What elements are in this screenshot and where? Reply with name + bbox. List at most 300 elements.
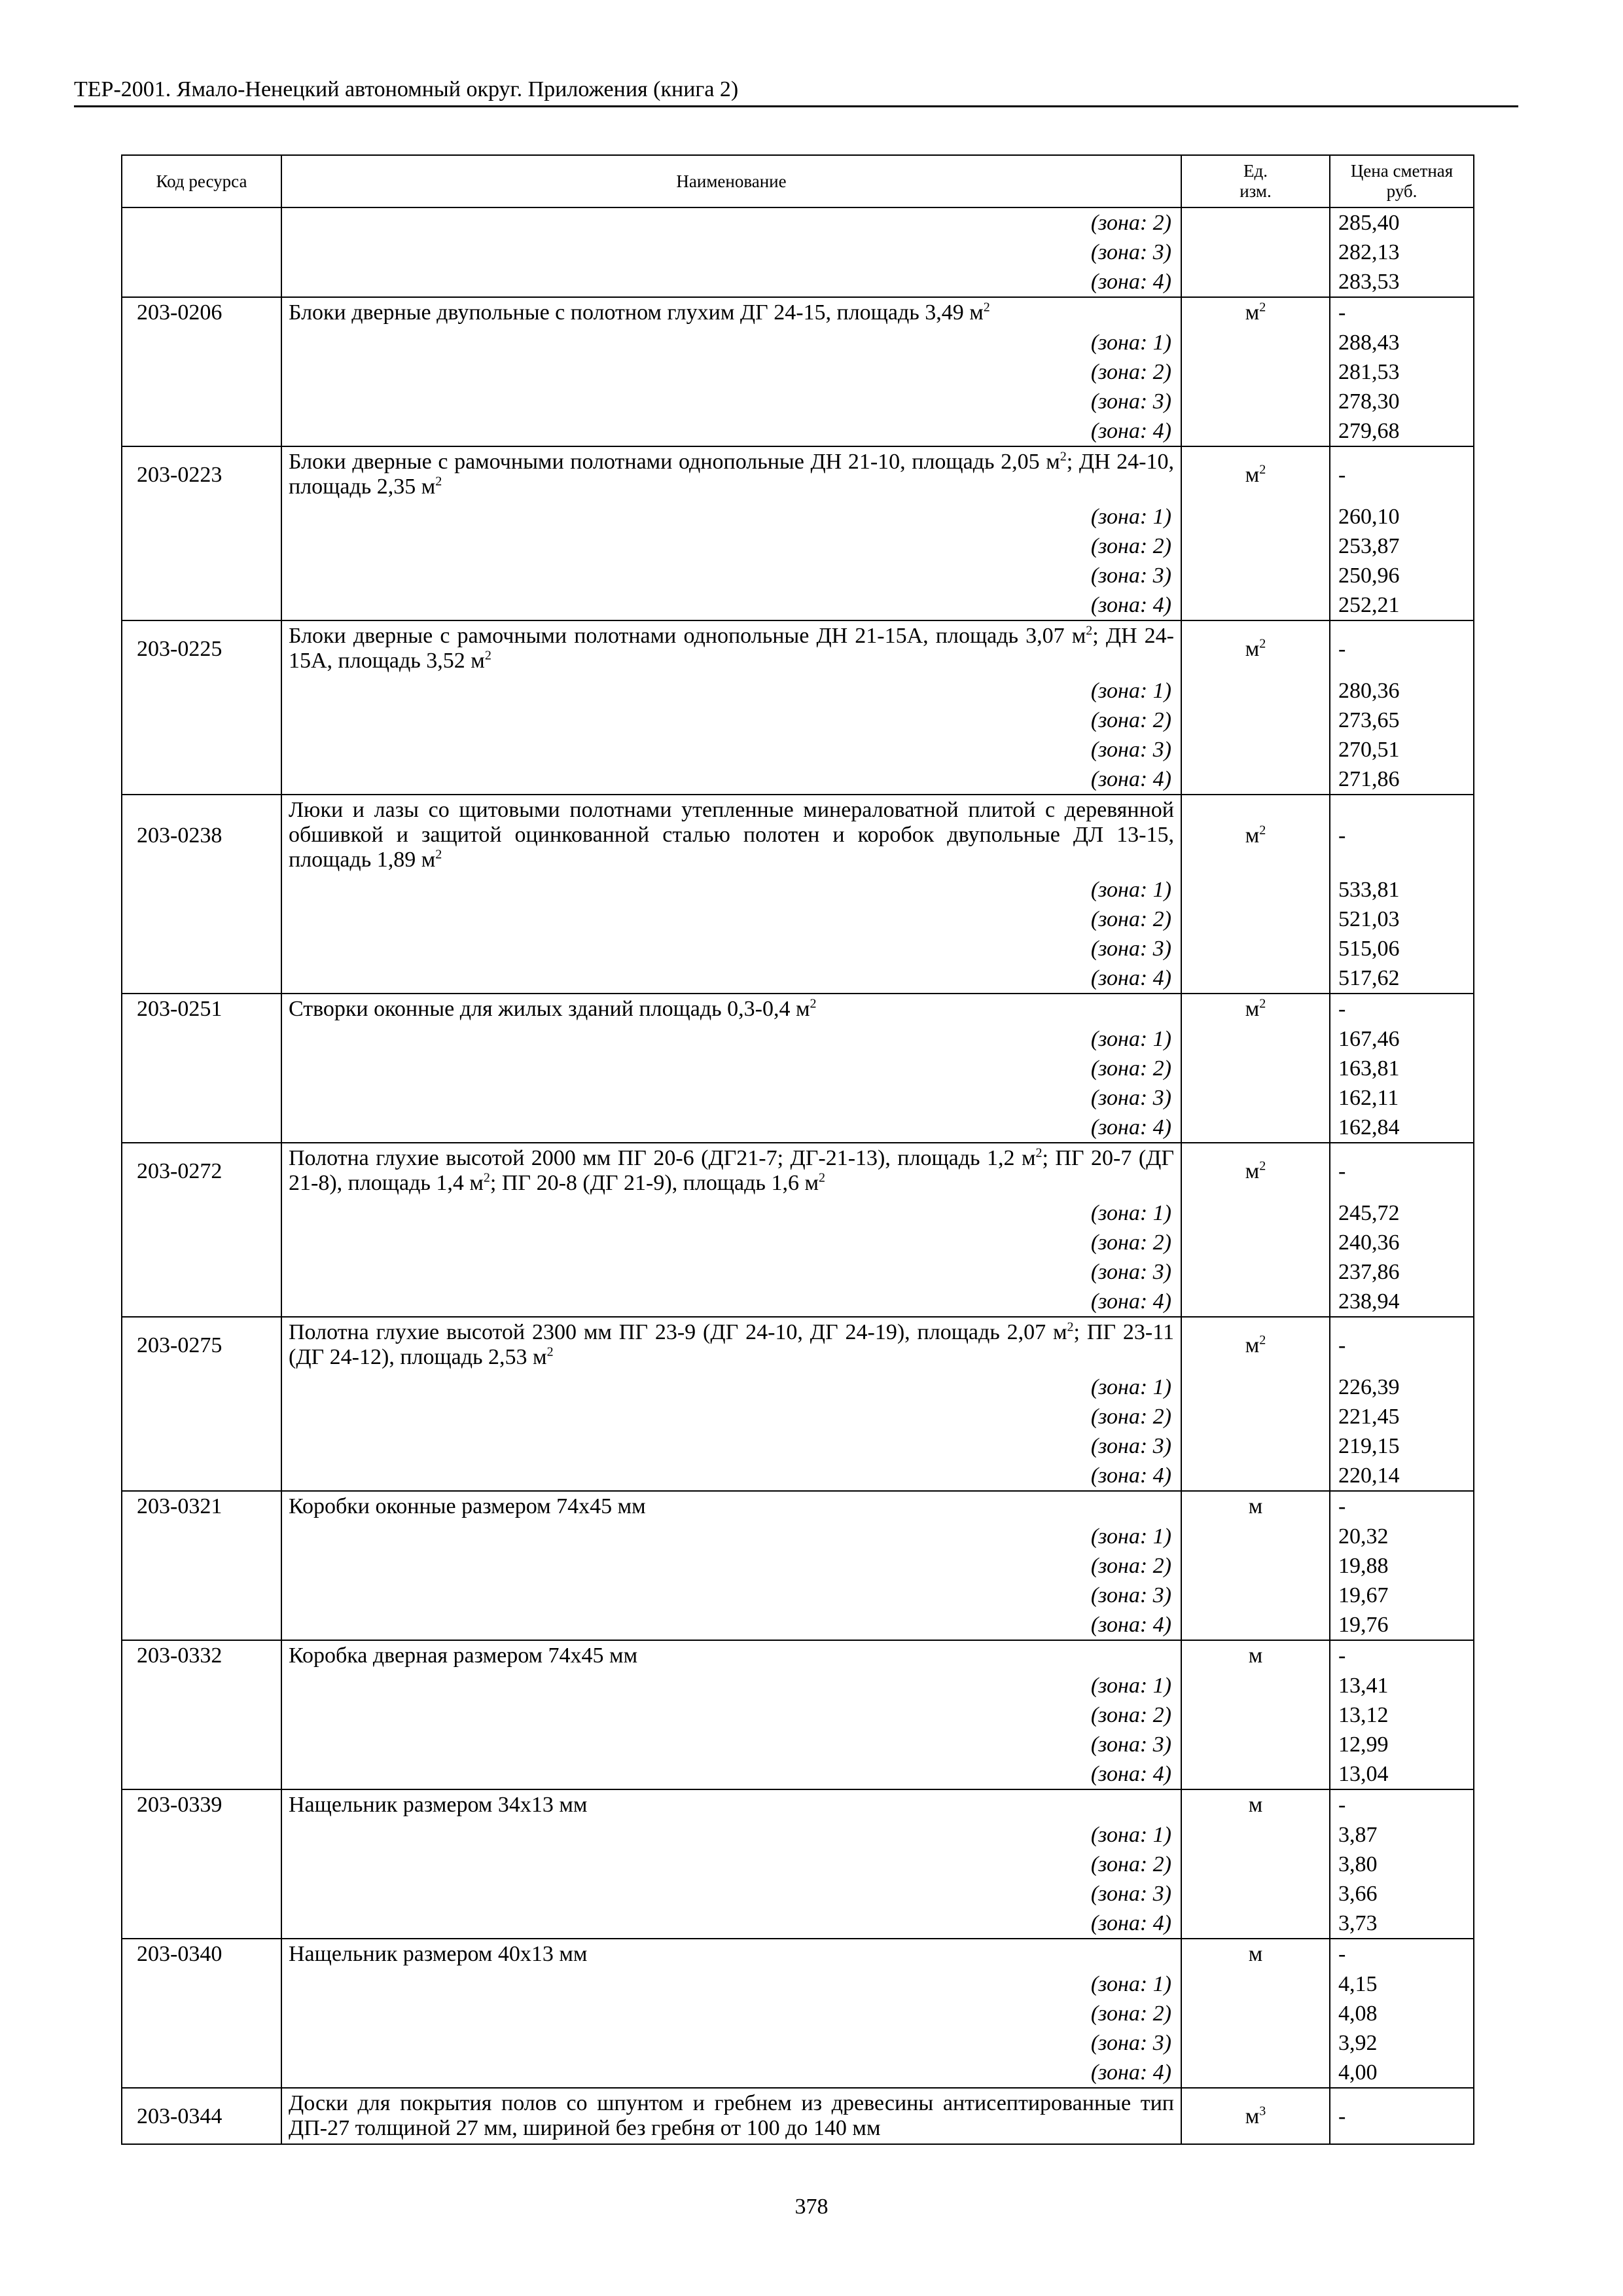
zone-price: 19,67 — [1330, 1581, 1474, 1610]
code-cell-empty — [122, 1999, 281, 2028]
zone-price: 3,66 — [1330, 1879, 1474, 1909]
unit-cell-empty — [1181, 905, 1330, 934]
resource-row — [122, 1317, 1474, 1372]
resource-code: 203-0344 — [122, 2088, 281, 2144]
zone-label: (зона: 3) — [281, 561, 1181, 590]
zone-label: (зона: 3) — [281, 238, 1181, 267]
column-header-unit-line2: изм. — [1240, 181, 1272, 201]
zone-row — [122, 735, 1474, 764]
unit-text: м — [1245, 997, 1260, 1021]
zone-price: 252,21 — [1330, 590, 1474, 620]
zone-row — [122, 963, 1474, 994]
name-superscript: 2 — [435, 847, 442, 862]
name-superscript: 2 — [1035, 1145, 1043, 1160]
resource-unit — [1181, 620, 1330, 676]
resource-group — [122, 620, 1474, 795]
zone-label: (зона: 4) — [281, 416, 1181, 446]
resource-group — [122, 1143, 1474, 1317]
resource-name — [281, 1789, 1181, 1820]
zone-row — [122, 1083, 1474, 1113]
column-header-price — [1330, 155, 1474, 207]
code-cell-empty — [122, 1969, 281, 1999]
code-cell-empty — [122, 1909, 281, 1939]
zone-label: (зона: 4) — [281, 1909, 1181, 1939]
zone-row — [122, 1461, 1474, 1491]
resource-price: - — [1330, 1317, 1474, 1372]
unit-cell-empty — [1181, 1113, 1330, 1143]
name-text: Нащельник размером 40х13 мм — [289, 1942, 588, 1966]
zone-label: (зона: 1) — [281, 676, 1181, 706]
code-cell-empty — [122, 1402, 281, 1431]
code-cell-empty — [122, 1113, 281, 1143]
name-superscript: 2 — [1086, 623, 1093, 638]
resource-unit — [1181, 446, 1330, 502]
zone-price: 4,00 — [1330, 2058, 1474, 2088]
resource-group — [122, 1789, 1474, 1939]
resource-group — [122, 1939, 1474, 2088]
name-text: Блоки дверные с рамочными полотнами однопольные ДН 21-10, площадь 2,05 м — [289, 450, 1060, 474]
zone-label: (зона: 1) — [281, 1522, 1181, 1551]
resource-unit — [1181, 1491, 1330, 1522]
name-superscript: 2 — [818, 1170, 825, 1185]
name-text: Полотна глухие высотой 2300 мм ПГ 23-9 (ДГ 24-10, ДГ 24-19), площадь 2,07 м — [289, 1320, 1067, 1344]
zone-price: 283,53 — [1330, 267, 1474, 297]
unit-cell-empty — [1181, 590, 1330, 620]
name-text: Коробка дверная размером 74х45 мм — [289, 1643, 638, 1668]
zone-price: 4,08 — [1330, 1999, 1474, 2028]
unit-cell-empty — [1181, 2058, 1330, 2088]
resource-row — [122, 446, 1474, 502]
code-cell-empty — [122, 1522, 281, 1551]
zone-label: (зона: 1) — [281, 1969, 1181, 1999]
zone-price: 521,03 — [1330, 905, 1474, 934]
zone-row — [122, 2058, 1474, 2088]
unit-text: м — [1245, 462, 1260, 487]
zone-label: (зона: 2) — [281, 1054, 1181, 1083]
unit-cell-empty — [1181, 502, 1330, 531]
zone-row — [122, 328, 1474, 357]
unit-cell-empty — [1181, 267, 1330, 297]
code-cell-empty — [122, 1581, 281, 1610]
zone-label: (зона: 3) — [281, 1257, 1181, 1287]
zone-row — [122, 1054, 1474, 1083]
resource-group — [122, 795, 1474, 994]
code-cell-empty — [122, 1431, 281, 1461]
zone-row — [122, 905, 1474, 934]
zone-row — [122, 1850, 1474, 1879]
zone-row — [122, 1113, 1474, 1143]
code-cell-empty — [122, 1671, 281, 1700]
unit-cell-empty — [1181, 764, 1330, 795]
unit-cell-empty — [1181, 1759, 1330, 1789]
code-cell-empty — [122, 531, 281, 561]
resource-group — [122, 1640, 1474, 1789]
zone-label: (зона: 3) — [281, 1879, 1181, 1909]
resource-name — [281, 1317, 1181, 1372]
unit-text: м — [1245, 823, 1260, 848]
unit-cell-empty — [1181, 1700, 1330, 1730]
name-superscript: 2 — [810, 996, 817, 1011]
zone-label: (зона: 4) — [281, 1461, 1181, 1491]
zone-row — [122, 1671, 1474, 1700]
resource-price: - — [1330, 1939, 1474, 1969]
unit-cell-empty — [1181, 963, 1330, 994]
resource-code: 203-0321 — [122, 1491, 281, 1522]
zone-row — [122, 1257, 1474, 1287]
zone-row — [122, 531, 1474, 561]
code-cell-empty — [122, 1461, 281, 1491]
zone-price: 19,88 — [1330, 1551, 1474, 1581]
code-cell-empty — [122, 502, 281, 531]
zone-label: (зона: 1) — [281, 502, 1181, 531]
zone-row — [122, 934, 1474, 963]
zone-row — [122, 1372, 1474, 1402]
zone-label: (зона: 1) — [281, 328, 1181, 357]
code-cell-empty — [122, 1083, 281, 1113]
column-header-price-line2: руб. — [1386, 181, 1418, 201]
resource-group — [122, 1317, 1474, 1491]
zone-price: 219,15 — [1330, 1431, 1474, 1461]
unit-cell-empty — [1181, 1287, 1330, 1317]
zone-row — [122, 1820, 1474, 1850]
zone-label: (зона: 2) — [281, 207, 1181, 238]
resource-name — [281, 994, 1181, 1024]
zone-label: (зона: 3) — [281, 1730, 1181, 1759]
resource-code: 203-0206 — [122, 297, 281, 328]
unit-text: м — [1245, 1333, 1260, 1357]
unit-superscript: 2 — [1259, 1158, 1266, 1174]
unit-cell-empty — [1181, 1820, 1330, 1850]
zone-label: (зона: 4) — [281, 1759, 1181, 1789]
code-cell-empty — [122, 1228, 281, 1257]
zone-price: 270,51 — [1330, 735, 1474, 764]
name-superscript: 2 — [1060, 449, 1067, 464]
zone-row — [122, 764, 1474, 795]
zone-row — [122, 706, 1474, 735]
unit-cell-empty — [1181, 1522, 1330, 1551]
code-cell-empty — [122, 387, 281, 416]
code-cell-empty — [122, 561, 281, 590]
unit-cell-empty — [1181, 1431, 1330, 1461]
zone-label: (зона: 2) — [281, 1850, 1181, 1879]
name-text: ; ПГ 23-11 (ДГ 24-12), площадь 2,53 м — [289, 1320, 1174, 1369]
zone-price: 533,81 — [1330, 875, 1474, 905]
resource-row — [122, 2088, 1474, 2144]
unit-superscript: 2 — [1259, 996, 1266, 1011]
resource-unit — [1181, 297, 1330, 328]
resource-row — [122, 297, 1474, 328]
name-text: Блоки дверные с рамочными полотнами однопольные ДН 21-15А, площадь 3,07 м — [289, 624, 1086, 648]
resource-price: - — [1330, 1143, 1474, 1198]
zone-label: (зона: 3) — [281, 387, 1181, 416]
unit-text: м — [1245, 1158, 1260, 1183]
code-cell-empty — [122, 1551, 281, 1581]
zone-row — [122, 502, 1474, 531]
unit-cell-empty — [1181, 1083, 1330, 1113]
code-cell-empty — [122, 1372, 281, 1402]
unit-cell-empty — [1181, 1054, 1330, 1083]
zone-price: 285,40 — [1330, 207, 1474, 238]
zone-price: 4,15 — [1330, 1969, 1474, 1999]
unit-cell-empty — [1181, 1610, 1330, 1640]
zone-label: (зона: 1) — [281, 1372, 1181, 1402]
resource-unit — [1181, 795, 1330, 875]
resource-unit — [1181, 1939, 1330, 1969]
code-cell-empty — [122, 207, 281, 238]
zone-price: 162,84 — [1330, 1113, 1474, 1143]
zone-price: 226,39 — [1330, 1372, 1474, 1402]
code-cell-empty — [122, 238, 281, 267]
zone-row — [122, 1024, 1474, 1054]
zone-label: (зона: 4) — [281, 1113, 1181, 1143]
resource-row — [122, 1640, 1474, 1671]
resource-code: 203-0251 — [122, 994, 281, 1024]
unit-cell-empty — [1181, 238, 1330, 267]
zone-label: (зона: 1) — [281, 1024, 1181, 1054]
resource-name — [281, 620, 1181, 676]
unit-cell-empty — [1181, 416, 1330, 446]
unit-cell-empty — [1181, 561, 1330, 590]
zone-label: (зона: 4) — [281, 590, 1181, 620]
zone-price: 167,46 — [1330, 1024, 1474, 1054]
unit-cell-empty — [1181, 934, 1330, 963]
column-header-unit — [1181, 155, 1330, 207]
page-number: 378 — [794, 2195, 829, 2219]
resource-code: 203-0339 — [122, 1789, 281, 1820]
unit-superscript: 2 — [1259, 636, 1266, 651]
column-header-code: Код ресурса — [122, 155, 281, 207]
zone-row — [122, 1879, 1474, 1909]
code-cell-empty — [122, 676, 281, 706]
unit-cell-empty — [1181, 207, 1330, 238]
unit-text: м — [1248, 1793, 1263, 1817]
resource-price: - — [1330, 1491, 1474, 1522]
zone-row — [122, 1198, 1474, 1228]
unit-cell-empty — [1181, 1372, 1330, 1402]
zone-price: 517,62 — [1330, 963, 1474, 994]
unit-text: м — [1245, 300, 1260, 325]
zone-price: 245,72 — [1330, 1198, 1474, 1228]
resource-price: - — [1330, 620, 1474, 676]
zone-row — [122, 1759, 1474, 1789]
unit-text: м — [1245, 636, 1260, 661]
zone-row — [122, 1228, 1474, 1257]
zone-label: (зона: 2) — [281, 357, 1181, 387]
unit-superscript: 2 — [1259, 300, 1266, 315]
zone-label: (зона: 3) — [281, 1581, 1181, 1610]
zone-row — [122, 561, 1474, 590]
price-table — [121, 154, 1474, 2145]
code-cell-empty — [122, 328, 281, 357]
zone-label: (зона: 2) — [281, 1228, 1181, 1257]
resource-row — [122, 1143, 1474, 1198]
code-cell-empty — [122, 1287, 281, 1317]
zone-price: 281,53 — [1330, 357, 1474, 387]
name-superscript: 2 — [435, 474, 442, 489]
zone-row — [122, 1999, 1474, 2028]
resource-unit — [1181, 1143, 1330, 1198]
resource-name — [281, 1640, 1181, 1671]
zone-label: (зона: 2) — [281, 1551, 1181, 1581]
code-cell-empty — [122, 1700, 281, 1730]
unit-cell-empty — [1181, 387, 1330, 416]
unit-cell-empty — [1181, 875, 1330, 905]
column-header-name: Наименование — [281, 155, 1181, 207]
unit-cell-empty — [1181, 328, 1330, 357]
unit-cell-empty — [1181, 1228, 1330, 1257]
name-text: ; ДН 24-15А, площадь 3,52 м — [289, 624, 1174, 673]
zone-row — [122, 267, 1474, 297]
zone-price: 3,73 — [1330, 1909, 1474, 1939]
code-cell-empty — [122, 735, 281, 764]
zone-label: (зона: 4) — [281, 1287, 1181, 1317]
name-text: Коробки оконные размером 74х45 мм — [289, 1494, 646, 1518]
unit-superscript: 2 — [1259, 1333, 1266, 1348]
zone-label: (зона: 1) — [281, 1671, 1181, 1700]
code-cell-empty — [122, 1759, 281, 1789]
code-cell-empty — [122, 764, 281, 795]
zone-label: (зона: 4) — [281, 963, 1181, 994]
zone-price: 238,94 — [1330, 1287, 1474, 1317]
name-text: ; ПГ 20-8 (ДГ 21-9), площадь 1,6 м — [490, 1171, 819, 1195]
unit-superscript: 2 — [1259, 823, 1266, 838]
unit-text: м — [1245, 2104, 1260, 2128]
zone-label: (зона: 1) — [281, 1820, 1181, 1850]
name-superscript: 2 — [546, 1344, 554, 1359]
unit-cell-empty — [1181, 1402, 1330, 1431]
code-cell-empty — [122, 267, 281, 297]
resource-unit — [1181, 1640, 1330, 1671]
unit-cell-empty — [1181, 1551, 1330, 1581]
zone-label: (зона: 4) — [281, 2058, 1181, 2088]
unit-cell-empty — [1181, 357, 1330, 387]
zone-label: (зона: 3) — [281, 1083, 1181, 1113]
unit-text: м — [1248, 1643, 1263, 1668]
zone-price: 279,68 — [1330, 416, 1474, 446]
unit-cell-empty — [1181, 2028, 1330, 2058]
resource-code: 203-0275 — [122, 1317, 281, 1372]
code-cell-empty — [122, 1610, 281, 1640]
resource-unit — [1181, 1789, 1330, 1820]
column-header-price-line1: Цена сметная — [1350, 161, 1454, 181]
resource-row — [122, 1939, 1474, 1969]
unit-cell-empty — [1181, 676, 1330, 706]
code-cell-empty — [122, 416, 281, 446]
resource-code: 203-0272 — [122, 1143, 281, 1198]
unit-superscript: 2 — [1259, 462, 1266, 477]
unit-cell-empty — [1181, 1850, 1330, 1879]
zone-row — [122, 1610, 1474, 1640]
zone-row — [122, 1730, 1474, 1759]
resource-price: - — [1330, 446, 1474, 502]
zone-price: 273,65 — [1330, 706, 1474, 735]
code-cell-empty — [122, 1054, 281, 1083]
zone-price: 515,06 — [1330, 934, 1474, 963]
zone-label: (зона: 3) — [281, 2028, 1181, 2058]
unit-cell-empty — [1181, 1461, 1330, 1491]
zone-row — [122, 1522, 1474, 1551]
unit-cell-empty — [1181, 1671, 1330, 1700]
resource-code: 203-0225 — [122, 620, 281, 676]
code-cell-empty — [122, 1820, 281, 1850]
name-text: ; ПГ 20-7 (ДГ 21-8), площадь 1,4 м — [289, 1146, 1174, 1195]
code-cell-empty — [122, 1879, 281, 1909]
unit-cell-empty — [1181, 531, 1330, 561]
code-cell-empty — [122, 1730, 281, 1759]
resource-row — [122, 620, 1474, 676]
unit-cell-empty — [1181, 1999, 1330, 2028]
zone-label: (зона: 3) — [281, 735, 1181, 764]
name-text: Нащельник размером 34х13 мм — [289, 1793, 588, 1817]
name-text: Люки и лазы со щитовыми полотнами утепленные минераловатной плитой с деревянной обшивкой и защитой оцинкованной сталью полотен и коробок двупольные ДЛ 13-15, площадь 1,89 м — [289, 798, 1174, 872]
resource-price: - — [1330, 297, 1474, 328]
name-text: Доски для покрытия полов со шпунтом и гребнем из древесины антисептированные тип ДП-27 толщиной 27 мм, шириной без гребня от 100 до 140 мм — [289, 2091, 1174, 2140]
zone-price: 282,13 — [1330, 238, 1474, 267]
zone-row — [122, 1700, 1474, 1730]
zone-row — [122, 207, 1474, 238]
zone-row — [122, 1287, 1474, 1317]
resource-row — [122, 1491, 1474, 1522]
name-text: ; ДН 24-10, площадь 2,35 м — [289, 450, 1175, 499]
zone-label: (зона: 1) — [281, 875, 1181, 905]
code-cell-empty — [122, 357, 281, 387]
resource-row — [122, 994, 1474, 1024]
unit-cell-empty — [1181, 1198, 1330, 1228]
resource-unit — [1181, 2088, 1330, 2144]
zone-price: 237,86 — [1330, 1257, 1474, 1287]
resource-group — [122, 446, 1474, 620]
zone-price: 278,30 — [1330, 387, 1474, 416]
unit-cell-empty — [1181, 1879, 1330, 1909]
zone-label: (зона: 2) — [281, 706, 1181, 735]
name-superscript: 2 — [484, 648, 491, 663]
name-text: Блоки дверные двупольные с полотном глухим ДГ 24-15, площадь 3,49 м — [289, 300, 984, 325]
code-cell-empty — [122, 2028, 281, 2058]
zone-price: 240,36 — [1330, 1228, 1474, 1257]
resource-name — [281, 446, 1181, 502]
page-header: ТЕР-2001. Ямало-Ненецкий автономный округ. Приложения (книга 2) — [74, 74, 1518, 107]
zone-label: (зона: 3) — [281, 934, 1181, 963]
zone-row — [122, 387, 1474, 416]
resource-code: 203-0340 — [122, 1939, 281, 1969]
zone-price: 162,11 — [1330, 1083, 1474, 1113]
zone-label: (зона: 1) — [281, 1198, 1181, 1228]
resource-price: - — [1330, 1789, 1474, 1820]
zone-row — [122, 2028, 1474, 2058]
zone-row — [122, 416, 1474, 446]
name-superscript: 2 — [483, 1170, 490, 1185]
column-header-unit-line1: Ед. — [1243, 161, 1268, 181]
zone-price: 13,41 — [1330, 1671, 1474, 1700]
resource-price: - — [1330, 994, 1474, 1024]
code-cell-empty — [122, 905, 281, 934]
zone-label: (зона: 3) — [281, 1431, 1181, 1461]
zone-price: 12,99 — [1330, 1730, 1474, 1759]
code-cell-empty — [122, 963, 281, 994]
code-cell-empty — [122, 706, 281, 735]
zone-row — [122, 1909, 1474, 1939]
zone-price: 260,10 — [1330, 502, 1474, 531]
unit-cell-empty — [1181, 706, 1330, 735]
zone-price: 20,32 — [1330, 1522, 1474, 1551]
zone-price: 163,81 — [1330, 1054, 1474, 1083]
zone-price: 3,80 — [1330, 1850, 1474, 1879]
zone-row — [122, 1402, 1474, 1431]
resource-price: - — [1330, 1640, 1474, 1671]
resource-row — [122, 795, 1474, 875]
table-header-row — [122, 155, 1474, 207]
code-cell-empty — [122, 875, 281, 905]
